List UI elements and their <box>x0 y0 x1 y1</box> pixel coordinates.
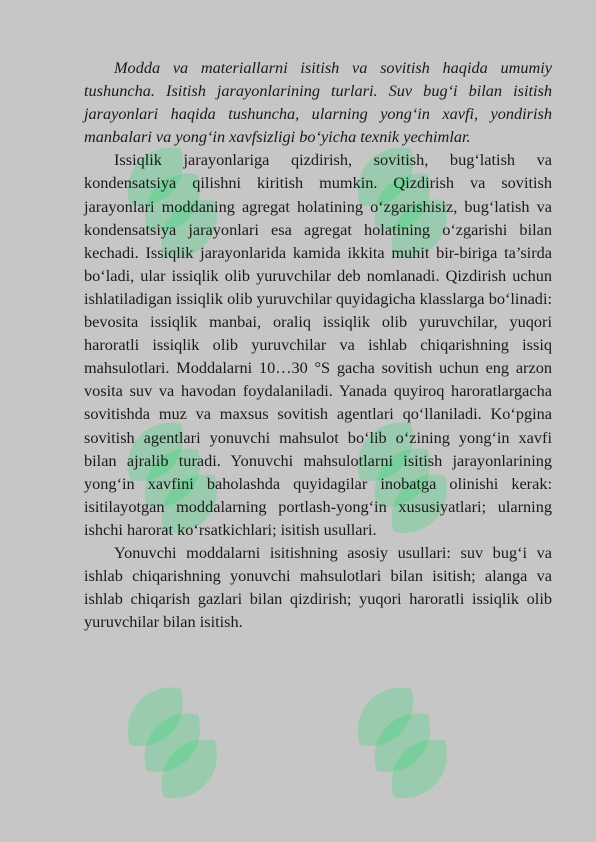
section-heading-paragraph: Modda va materiallarni isitish va sovitish haqida umumiy tushuncha. Isitish jarayonlarining turlari. Suv bug‘i bilan isitish jarayonlari haqida tushuncha, ularning yong‘in xavfi, yondirish manbalari va yong‘in xavfsizligi bo‘yicha texnik yechimlar. <box>84 58 552 147</box>
body-paragraph-2: Yonuvchi moddalarni isitishning asosiy usullari: suv bug‘i va ishlab chiqarishning yonuvchi mahsulotlari bilan isitish; alanga va ishlab chiqarish gazlari bilan qizdirish; yuqori haroratli issiqlik olib yuruvchilar bilan isitish. <box>84 542 552 632</box>
document-page <box>84 56 552 633</box>
body-paragraph-1: Issiqlik jarayonlariga qizdirish, sovitish, bug‘latish va kondensatsiya qilishni kiritish mumkin. Qizdirish va sovitish jarayonlari moddaning agregat holatining o‘zgarishisiz, bug‘latish va kondensatsiya jarayonlari esa agregat holatining o‘zgarishi bilan kechadi. Issiqlik jarayonlarida kamida ikkita muhit bir-biriga ta’sirda bo‘ladi, ular issiqlik olib yuruvchilar deb nomlanadi. Qizdirish uchun ishlatiladigan issiqlik olib yuruvchilar quyidagicha klasslarga bo‘linadi: bevosita issiqlik manbai, oraliq issiqlik olib yuruvchilar, yuqori haroratli issiqlik olib yuruvchilar va ishlab chiqarishning issiq mahsulotlari. Moddalarni 10…30 °S gacha sovitish uchun eng arzon vosita suv va havodan foydalaniladi. Yanada quyiroq haroratlargacha sovitishda muz va maxsus sovitish agentlari qo‘llaniladi. Ko‘pgina sovitish agentlari yonuvchi mahsulot bo‘lib o‘zining yong‘in xavfi bilan ajralib turadi. Yonuvchi mahsulotlarni isitish jarayonlarining yong‘in xavfini baholashda quyidagilar inobatga olinishi kerak: isitilayotgan moddalarning portlash-yong‘in xususiyatlari; ularning ishchi harorat ko‘rsatkichlari; isitish usullari. <box>84 150 552 539</box>
